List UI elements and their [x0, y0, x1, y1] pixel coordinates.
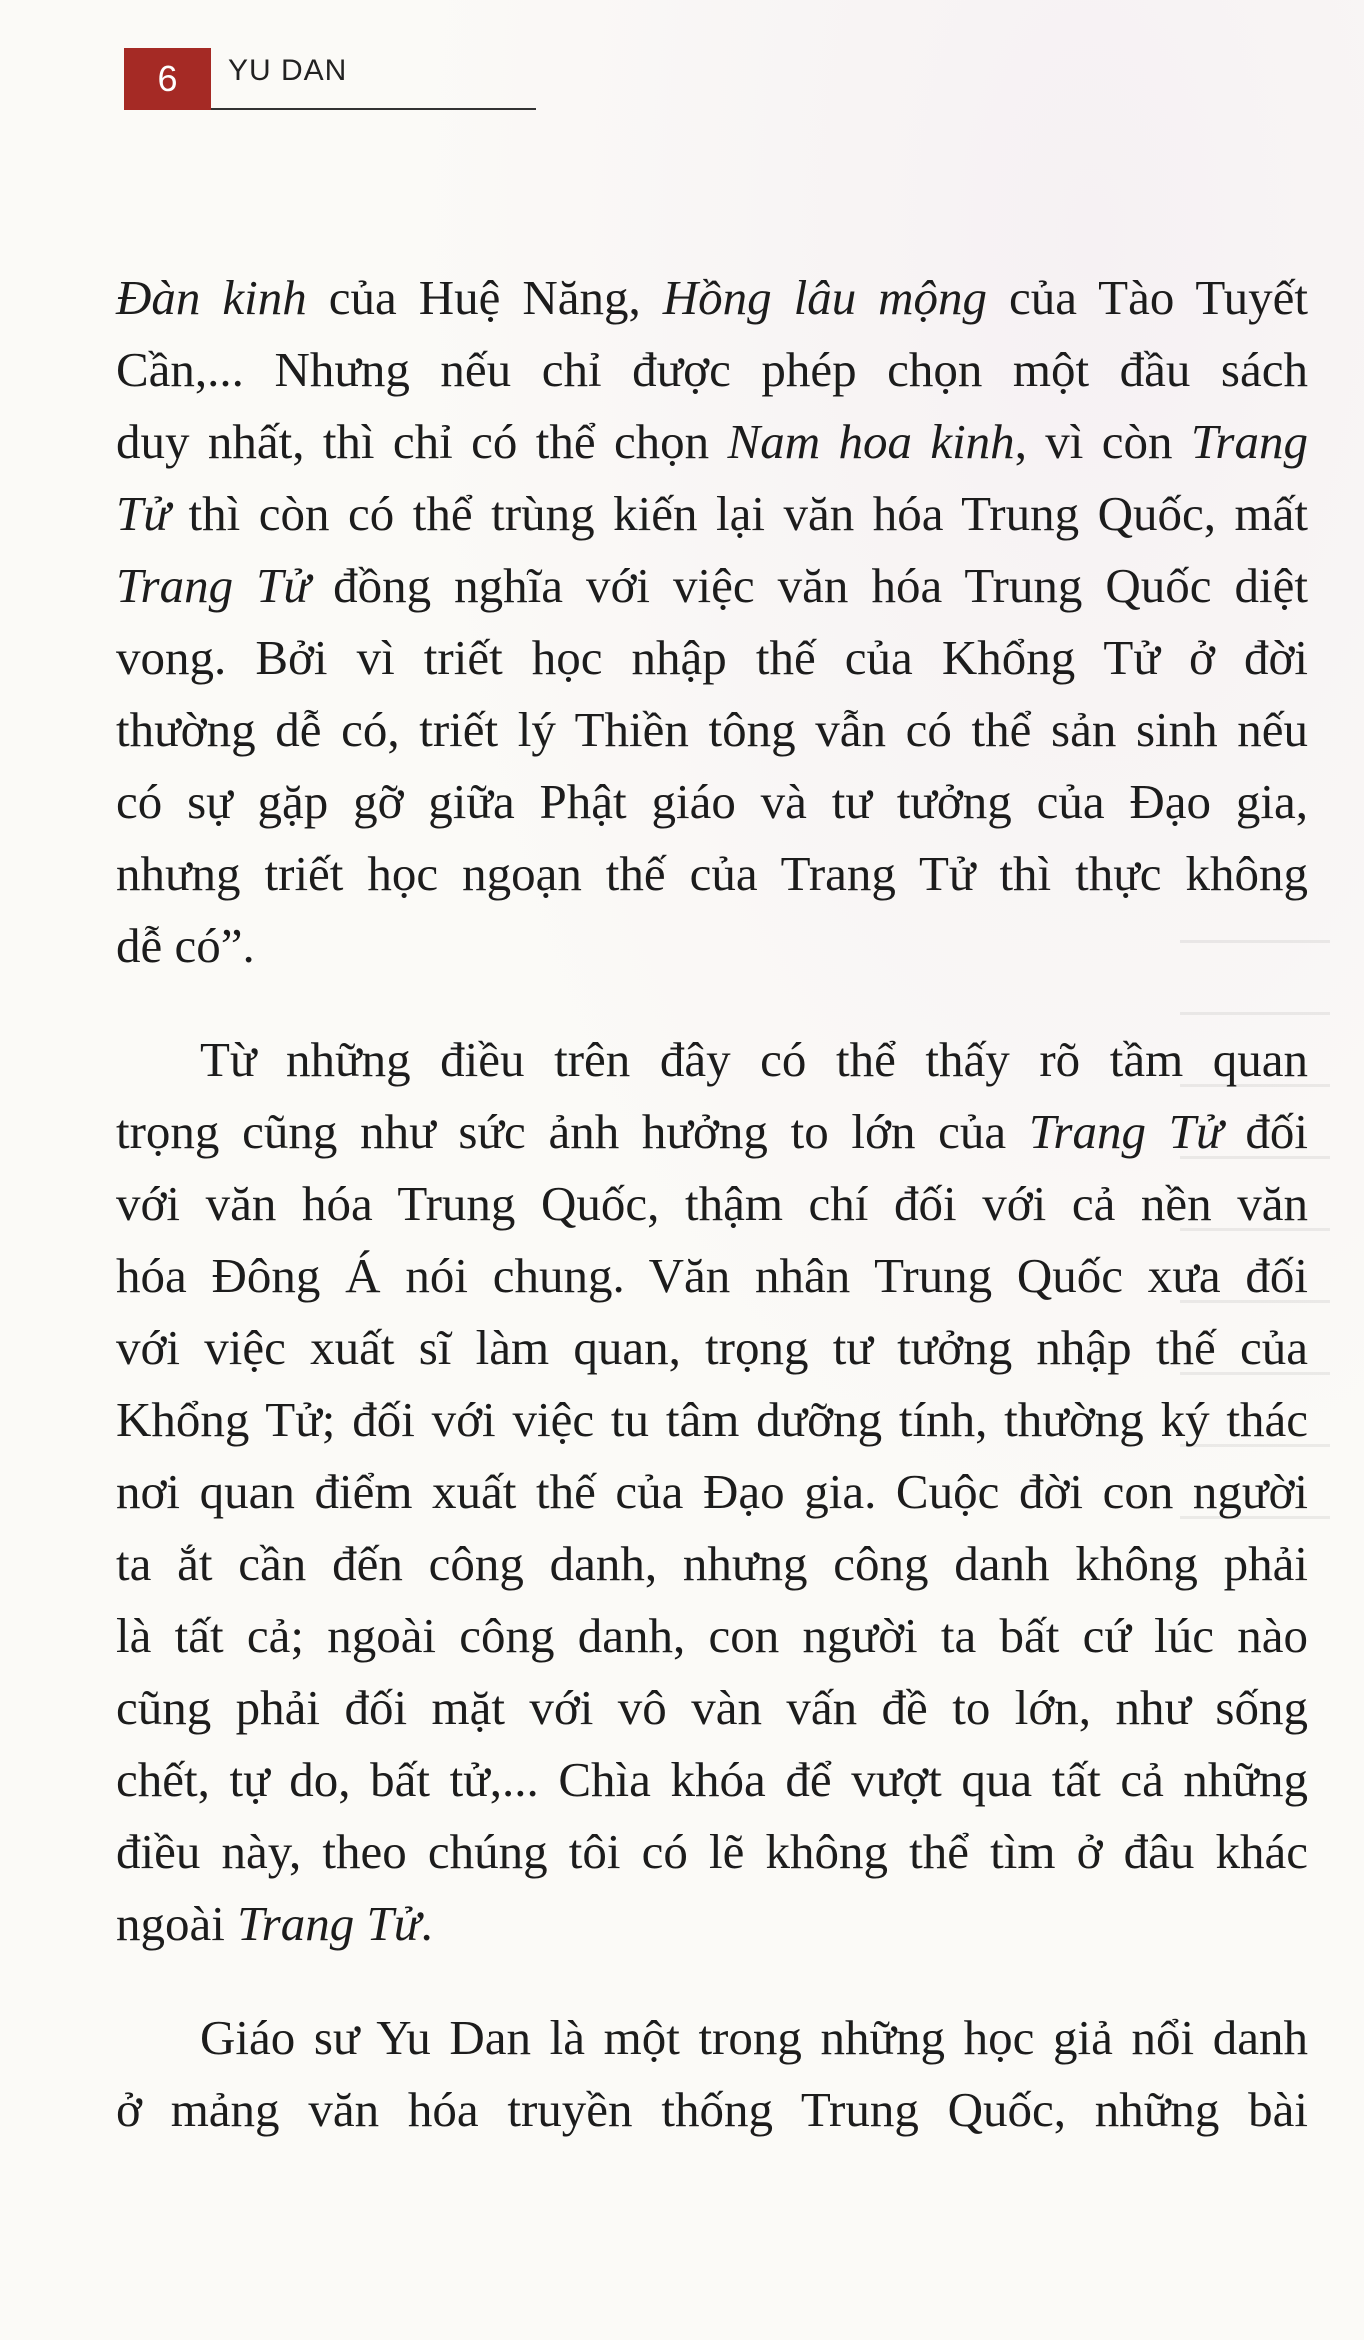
- text-line: Từ những điều trên đây có thể thấy rõ tầm quan: [200, 1032, 1308, 1087]
- header-rule: [211, 108, 536, 110]
- text-line: [116, 1096, 1308, 1168]
- text-line: nơi quan điểm xuất thế của Đạo gia. Cuộc đời con người: [116, 1464, 1308, 1519]
- text-span: của Huệ Năng,: [306, 270, 663, 325]
- text-span: , vì còn: [1014, 414, 1191, 469]
- italic-title: Đàn kinh: [116, 270, 307, 325]
- text-line: Khổng Tử; đối với việc tu tâm dưỡng tính, thường ký thác: [116, 1392, 1308, 1447]
- italic-title: Trang Tử: [237, 1896, 421, 1951]
- text-line: có sự gặp gỡ giữa Phật giáo và tư tưởng của Đạo gia,: [116, 774, 1308, 829]
- text-line: dễ có”.: [116, 918, 255, 973]
- italic-title: Nam hoa kinh: [727, 414, 1015, 469]
- text-line: hóa Đông Á nói chung. Văn nhân Trung Quốc xưa đối: [116, 1248, 1308, 1303]
- italic-title: Trang Tử: [1028, 1104, 1223, 1159]
- text-line: [116, 406, 1308, 478]
- italic-title: Hồng lâu mộng: [662, 270, 988, 325]
- text-line: ta ắt cần đến công danh, nhưng công danh không phải: [116, 1536, 1308, 1591]
- paragraph-3: [116, 2002, 1308, 2146]
- paragraph-gap: [116, 982, 1308, 1024]
- text-span: duy nhất, thì chỉ có thể chọn: [116, 414, 728, 469]
- page-header: [124, 48, 536, 110]
- text-line: với việc xuất sĩ làm quan, trọng tư tưởng nhập thế của: [116, 1320, 1308, 1375]
- text-line: [116, 478, 1308, 550]
- text-line: với văn hóa Trung Quốc, thậm chí đối với cả nền văn: [116, 1176, 1308, 1231]
- paragraph-gap: [116, 1960, 1308, 2002]
- text-span: trọng cũng như sức ảnh hưởng to lớn của: [116, 1104, 1029, 1159]
- text-line: thường dễ có, triết lý Thiền tông vẫn có thể sản sinh nếu: [116, 702, 1308, 757]
- text-span: thì còn có thể trùng kiến lại văn hóa Trung Quốc, mất: [169, 486, 1308, 541]
- text-line: cũng phải đối mặt với vô vàn vấn đề to lớn, như sống: [116, 1680, 1308, 1735]
- text-line: nhưng triết học ngoạn thế của Trang Tử thì thực không: [116, 846, 1308, 901]
- text-line: vong. Bởi vì triết học nhập thế của Khổng Tử ở đời: [116, 630, 1308, 685]
- text-span: đối: [1222, 1104, 1308, 1159]
- body-text: [116, 262, 1308, 2146]
- text-span: .: [420, 1896, 433, 1951]
- text-line: [116, 1888, 1308, 1960]
- italic-title: Trang: [1190, 414, 1308, 469]
- text-line: chết, tự do, bất tử,... Chìa khóa để vượt qua tất cả những: [116, 1752, 1308, 1807]
- italic-title: Trang Tử: [116, 558, 311, 613]
- italic-title: Tử: [116, 486, 170, 541]
- text-line: Giáo sư Yu Dan là một trong những học giả nổi danh: [200, 2010, 1308, 2065]
- text-line: [116, 262, 1308, 334]
- text-span: của Tào Tuyết: [987, 270, 1308, 325]
- running-head: YU DAN: [228, 54, 348, 87]
- text-line: điều này, theo chúng tôi có lẽ không thể tìm ở đâu khác: [116, 1824, 1308, 1879]
- page-number: 6: [124, 48, 211, 110]
- text-line: [116, 550, 1308, 622]
- paragraph-1: [116, 262, 1308, 982]
- text-span: đồng nghĩa với việc văn hóa Trung Quốc diệt: [310, 558, 1308, 613]
- paragraph-2: [116, 1024, 1308, 1960]
- text-span: ngoài: [116, 1896, 238, 1951]
- text-line: Cần,... Nhưng nếu chỉ được phép chọn một đầu sách: [116, 342, 1308, 397]
- text-line: là tất cả; ngoài công danh, con người ta bất cứ lúc nào: [116, 1608, 1308, 1663]
- text-line: ở mảng văn hóa truyền thống Trung Quốc, những bài: [116, 2082, 1308, 2137]
